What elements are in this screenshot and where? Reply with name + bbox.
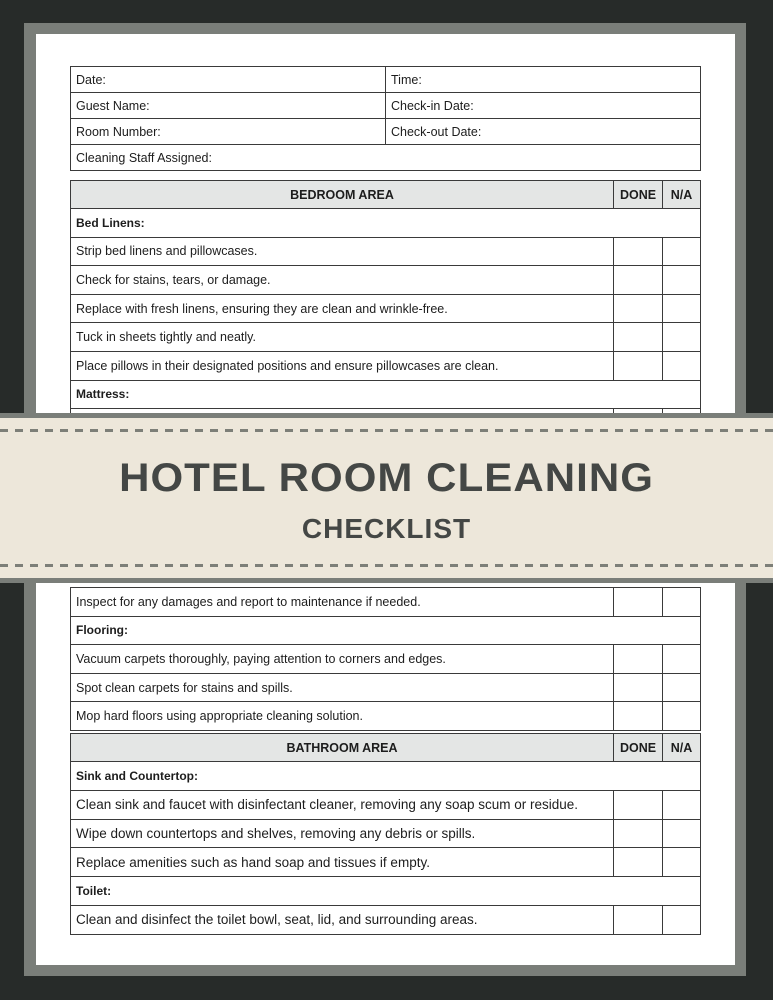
subsection-mattress: Mattress: <box>71 380 701 409</box>
section-header-row <box>71 734 701 762</box>
task-row <box>71 790 701 819</box>
task-label: Vacuum carpets thoroughly, paying attention to corners and edges. <box>71 645 614 674</box>
room-number-field[interactable]: Room Number: <box>71 119 386 145</box>
na-checkbox[interactable] <box>663 848 701 877</box>
subsection-row <box>71 762 701 791</box>
done-checkbox[interactable] <box>614 673 663 702</box>
section-header-row <box>71 181 701 209</box>
na-checkbox[interactable] <box>663 323 701 352</box>
section-header-bathroom: BATHROOM AREA <box>71 734 614 762</box>
guest-name-field[interactable]: Guest Name: <box>71 93 386 119</box>
info-row <box>71 145 701 171</box>
subsection-row <box>71 209 701 238</box>
na-checkbox[interactable] <box>663 351 701 380</box>
done-checkbox[interactable] <box>614 323 663 352</box>
stitch-line-bottom <box>0 564 773 567</box>
task-row <box>71 673 701 702</box>
task-label: Inspect for any damages and report to maintenance if needed. <box>71 588 614 617</box>
task-label: Strip bed linens and pillowcases. <box>71 237 614 266</box>
subsection-row <box>71 616 701 645</box>
task-label: Clean sink and faucet with disinfectant cleaner, removing any soap scum or residue. <box>71 790 614 819</box>
time-field[interactable]: Time: <box>386 67 701 93</box>
task-row <box>71 266 701 295</box>
title-subtitle: CHECKLIST <box>301 513 472 544</box>
task-row <box>71 702 701 731</box>
done-checkbox[interactable] <box>614 588 663 617</box>
task-row <box>71 351 701 380</box>
na-checkbox[interactable] <box>663 905 701 934</box>
info-row <box>71 67 701 93</box>
done-checkbox[interactable] <box>614 645 663 674</box>
task-label: Wipe down countertops and shelves, removing any debris or spills. <box>71 819 614 848</box>
done-checkbox[interactable] <box>614 294 663 323</box>
na-checkbox[interactable] <box>663 673 701 702</box>
done-checkbox[interactable] <box>614 266 663 295</box>
task-row <box>71 588 701 617</box>
na-checkbox[interactable] <box>663 819 701 848</box>
done-checkbox[interactable] <box>614 351 663 380</box>
task-label: Check for stains, tears, or damage. <box>71 266 614 295</box>
info-row <box>71 119 701 145</box>
info-row <box>71 93 701 119</box>
subsection-bed-linens: Bed Linens: <box>71 209 701 238</box>
cleaning-staff-field[interactable]: Cleaning Staff Assigned: <box>71 145 701 171</box>
na-checkbox[interactable] <box>663 702 701 731</box>
done-checkbox[interactable] <box>614 237 663 266</box>
done-column-header: DONE <box>614 734 663 762</box>
subsection-toilet: Toilet: <box>71 877 701 906</box>
guest-info-table <box>70 66 701 171</box>
done-checkbox[interactable] <box>614 848 663 877</box>
na-checkbox[interactable] <box>663 237 701 266</box>
done-checkbox[interactable] <box>614 702 663 731</box>
task-row <box>71 645 701 674</box>
task-row <box>71 323 701 352</box>
title-main: HOTEL ROOM CLEANING <box>119 456 654 500</box>
task-label: Replace amenities such as hand soap and tissues if empty. <box>71 848 614 877</box>
section-header-bedroom: BEDROOM AREA <box>71 181 614 209</box>
done-checkbox[interactable] <box>614 790 663 819</box>
task-label: Tuck in sheets tightly and neatly. <box>71 323 614 352</box>
task-label: Mop hard floors using appropriate cleaning solution. <box>71 702 614 731</box>
check-in-date-field[interactable]: Check-in Date: <box>386 93 701 119</box>
na-column-header: N/A <box>663 181 701 209</box>
task-row <box>71 819 701 848</box>
task-label: Place pillows in their designated positions and ensure pillowcases are clean. <box>71 351 614 380</box>
subsection-row <box>71 380 701 409</box>
done-checkbox[interactable] <box>614 819 663 848</box>
task-label: Spot clean carpets for stains and spills. <box>71 673 614 702</box>
task-label: Clean and disinfect the toilet bowl, seat, lid, and surrounding areas. <box>71 905 614 934</box>
na-checkbox[interactable] <box>663 266 701 295</box>
subsection-sink-countertop: Sink and Countertop: <box>71 762 701 791</box>
subsection-row <box>71 877 701 906</box>
task-row <box>71 905 701 934</box>
task-row <box>71 237 701 266</box>
na-checkbox[interactable] <box>663 790 701 819</box>
na-checkbox[interactable] <box>663 588 701 617</box>
na-column-header: N/A <box>663 734 701 762</box>
date-field[interactable]: Date: <box>71 67 386 93</box>
na-checkbox[interactable] <box>663 294 701 323</box>
check-out-date-field[interactable]: Check-out Date: <box>386 119 701 145</box>
subsection-flooring: Flooring: <box>71 616 701 645</box>
na-checkbox[interactable] <box>663 645 701 674</box>
task-label: Replace with fresh linens, ensuring they are clean and wrinkle-free. <box>71 294 614 323</box>
stitch-line-top <box>0 429 773 432</box>
bathroom-checklist-table <box>70 733 701 935</box>
title-banner <box>0 413 773 583</box>
done-checkbox[interactable] <box>614 905 663 934</box>
bedroom-checklist-table-continued <box>70 587 701 731</box>
task-row <box>71 294 701 323</box>
bedroom-checklist-table <box>70 180 701 438</box>
task-row <box>71 848 701 877</box>
done-column-header: DONE <box>614 181 663 209</box>
